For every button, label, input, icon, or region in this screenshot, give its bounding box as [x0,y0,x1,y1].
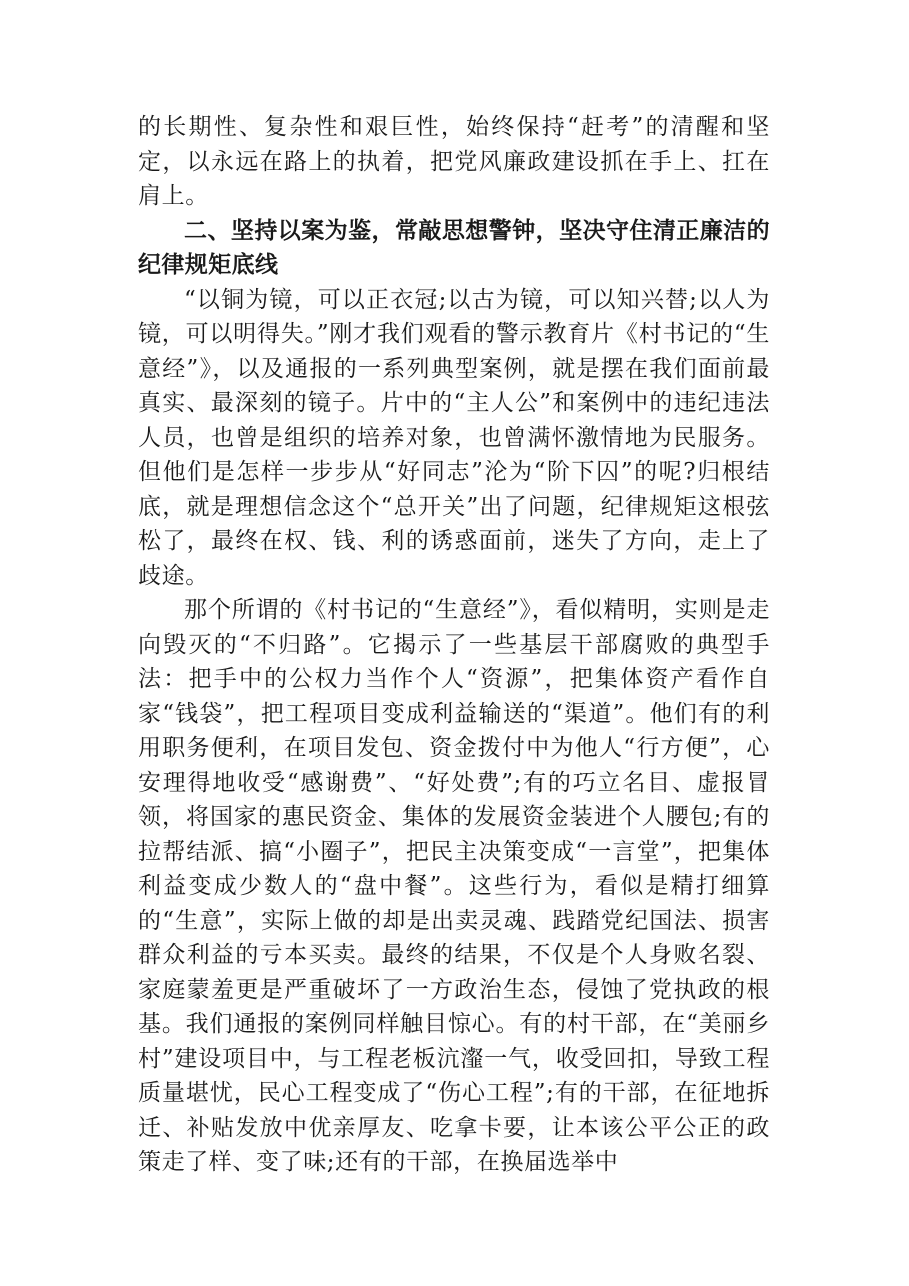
paragraph-mirror-quote: “以铜为镜，可以正衣冠;以古为镜，可以知兴替;以人为镜，可以明得失。”刚才我们观看的警示教育片《村书记的“生意经”》，以及通报的一系列典型案例，就是摆在我们面前最真实、最深刻的镜子。片中的“主人公”和案例中的违纪违法人员，也曾是组织的培养对象，也曾满怀激情地为民服务。但他们是怎样一步步从“好同志”沦为“阶下囚”的呢?归根结底，就是理想信念这个“总开关”出了问题，纪律规矩这根弦松了，最终在权、钱、利的诱惑面前，迷失了方向，走上了歧途。 [138,286,770,589]
section-heading: 二、坚持以案为鉴，常敲思想警钟，坚决守住清正廉洁的纪律规矩底线 [138,217,770,278]
paragraph-business-scripture: 那个所谓的《村书记的“生意经”》，看似精明，实则是走向毁灭的“不归路”。它揭示了一些基层干部腐败的典型手法：把手中的公权力当作个人“资源”，把集体资产看作自家“钱袋”，把工程项目变成利益输送的“渠道”。他们有的利用职务便利，在项目发包、资金拨付中为他人“行方便”，心安理得地收受“感谢费”、“好处费”;有的巧立名目、虚报冒领，将国家的惠民资金、集体的发展资金装进个人腰包;有的拉帮结派、搞“小圈子”，把民主决策变成“一言堂”，把集体利益变成少数人的“盘中餐”。这些行为，看似是精打细算的“生意”，实际上做的却是出卖灵魂、践踏党纪国法、损害群众利益的亏本买卖。最终的结果，不仅是个人身败名裂、家庭蒙羞更是严重破坏了一方政治生态，侵蚀了党执政的根基。我们通报的案例同样触目惊心。有的村干部，在“美丽乡村”建设项目中，与工程老板沆瀣一气，收受回扣，导致工程质量堪忧，民心工程变成了“伤心工程”;有的干部，在征地拆迁、补贴发放中优亲厚友、吃拿卡要，让本该公平公正的政策走了样、变了味;还有的干部，在换届选举中 [138,597,770,1175]
document-page [138,110,770,1180]
paragraph-continued: 的长期性、复杂性和艰巨性，始终保持“赶考”的清醒和坚定，以永远在路上的执着，把党风廉政建设抓在手上、扛在肩上。 [138,114,770,209]
